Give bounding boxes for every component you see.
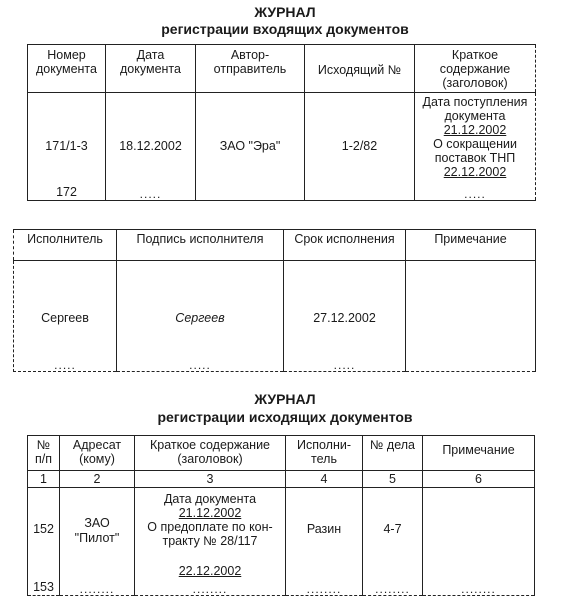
note-dots: ........	[461, 582, 496, 596]
doc-date-dots: .....	[139, 187, 162, 201]
addressee-line: ЗАО	[84, 516, 110, 530]
cell-summary	[415, 93, 536, 201]
outgoing-journal-table	[27, 435, 535, 596]
incoming-journal-title: ЖУРНАЛ	[254, 4, 316, 20]
header-signature: Подпись исполнителя	[117, 230, 284, 261]
executor-dots: ........	[306, 582, 342, 596]
header-summary: Краткое содержание (заголовок)	[135, 436, 286, 471]
cell-summary	[135, 488, 286, 596]
cell-signature	[117, 261, 284, 372]
column-number: 1	[28, 471, 60, 488]
incoming-journal-table-continued	[13, 229, 536, 372]
header-addressee: Адресат (кому)	[60, 436, 135, 471]
column-number: 4	[286, 471, 363, 488]
addressee-line: "Пилот"	[74, 531, 120, 545]
header-outgoing-no: Исходящий №	[305, 45, 415, 93]
header-doc-date: Дата документа	[106, 45, 196, 93]
cell-addressee	[60, 488, 135, 596]
summary-line: тракту № 28/117	[162, 534, 258, 548]
summary-dots: .....	[464, 187, 486, 201]
summary-line: Дата поступления	[422, 95, 528, 109]
executor-value: Сергеев	[41, 311, 89, 325]
summary-line: О сокращении	[433, 137, 517, 151]
header-note: Примечание	[406, 230, 536, 261]
case-number-dots: ........	[375, 582, 410, 596]
signature-value: Сергеев	[175, 311, 225, 325]
doc-next-number: 172	[56, 185, 77, 199]
executor-dots: .....	[54, 358, 76, 372]
cell-row-number	[28, 488, 60, 596]
header-executor: Исполни-тель	[286, 436, 363, 471]
column-number: 2	[60, 471, 135, 488]
incoming-journal-subtitle: регистрации входящих документов	[161, 21, 409, 37]
summary-date: 21.12.2002	[443, 123, 507, 137]
cell-executor	[14, 261, 117, 372]
cell-note	[406, 261, 536, 372]
header-deadline: Срок исполнения	[284, 230, 406, 261]
signature-dots: .....	[189, 358, 211, 372]
doc-date-value: 18.12.2002	[119, 139, 182, 153]
header-summary: Краткое содержание (заголовок)	[415, 45, 536, 93]
summary-line: О предоплате по кон-	[147, 520, 273, 534]
cell-doc-date	[106, 93, 196, 201]
summary-line: поставок ТНП	[434, 151, 516, 165]
header-note: Примечание	[423, 436, 535, 471]
doc-number-value: 171/1-3	[45, 139, 88, 153]
author-value: ЗАО "Эра"	[219, 139, 281, 153]
header-case-number: № дела	[363, 436, 423, 471]
header-row-number: № п/п	[28, 436, 60, 471]
header-author: Автор-отправитель	[196, 45, 305, 93]
cell-author	[196, 93, 305, 201]
column-number: 3	[135, 471, 286, 488]
column-number: 6	[423, 471, 535, 488]
addressee-dots: ........	[79, 582, 115, 596]
incoming-journal-table	[27, 44, 536, 201]
cell-case-number	[363, 488, 423, 596]
summary-date: 22.12.2002	[443, 165, 507, 179]
summary-dots: ........	[192, 582, 228, 596]
summary-line: документа	[444, 109, 506, 123]
deadline-dots: .....	[333, 358, 356, 372]
cell-note	[423, 488, 535, 596]
cell-deadline	[284, 261, 406, 372]
row-next-number: 153	[33, 580, 54, 594]
outgoing-journal-title: ЖУРНАЛ	[254, 391, 316, 407]
cell-executor	[286, 488, 363, 596]
cell-outgoing-no	[305, 93, 415, 201]
deadline-value: 27.12.2002	[313, 311, 376, 325]
executor-value: Разин	[306, 522, 342, 536]
summary-date: 22.12.2002	[178, 564, 242, 578]
header-executor: Исполнитель	[14, 230, 117, 261]
cell-doc-number	[28, 93, 106, 201]
summary-line: Дата документа	[163, 492, 257, 506]
case-number-value: 4-7	[383, 522, 402, 536]
outgoing-no-value: 1-2/82	[341, 139, 378, 153]
outgoing-journal-subtitle: регистрации исходящих документов	[157, 409, 413, 425]
row-number-value: 152	[33, 522, 54, 536]
column-number: 5	[363, 471, 423, 488]
header-doc-number: Номер документа	[28, 45, 106, 93]
summary-date: 21.12.2002	[178, 506, 242, 520]
